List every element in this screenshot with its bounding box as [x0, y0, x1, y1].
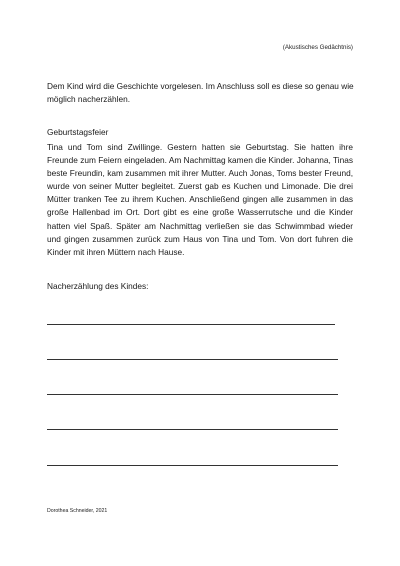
- answer-line: [47, 324, 335, 325]
- story-text: Tina und Tom sind Zwillinge. Gestern hatten sie Geburtstag. Sie hatten ihre Freunde zum Feiern eingeladen. Am Nachmittag kamen die Kinder. Johanna, Tinas beste Freundin, kam zusammen mit ihrer Mutter. Auch Jonas, Toms bester Freund, wurde von seiner Mutter begleitet. Zuerst gab es Kuchen und Limonade. Die drei Mütter tranken Tee zu ihrem Kuchen. Anschließend gingen alle zusammen in das große Hallenbad im Ort. Dort gibt es eine große Wasserrutsche und die Kinder hatten viel Spaß. Später am Nachmittag verließen sie das Schwimmbad wieder und gingen zusammen zurück zum Haus von Tina und Tom. Von dort fuhren die Kinder mit ihren Müttern nach Hause.: [47, 142, 353, 257]
- answer-line: [47, 359, 338, 360]
- answer-line: [47, 429, 338, 430]
- header-note: (Akustisches Gedächtnis): [282, 44, 353, 51]
- answer-line: [47, 465, 338, 466]
- author-footer: Dorothea Schneider, 2021: [47, 508, 108, 514]
- answer-line: [47, 394, 338, 395]
- retell-label: Nacherzählung des Kindes:: [47, 281, 149, 291]
- instructions-text: Dem Kind wird die Geschichte vorgelesen. Im Anschluss soll es diese so genau wie möglich nacherzählen.: [47, 81, 354, 104]
- story-title: Geburtstagsfeier: [47, 127, 109, 137]
